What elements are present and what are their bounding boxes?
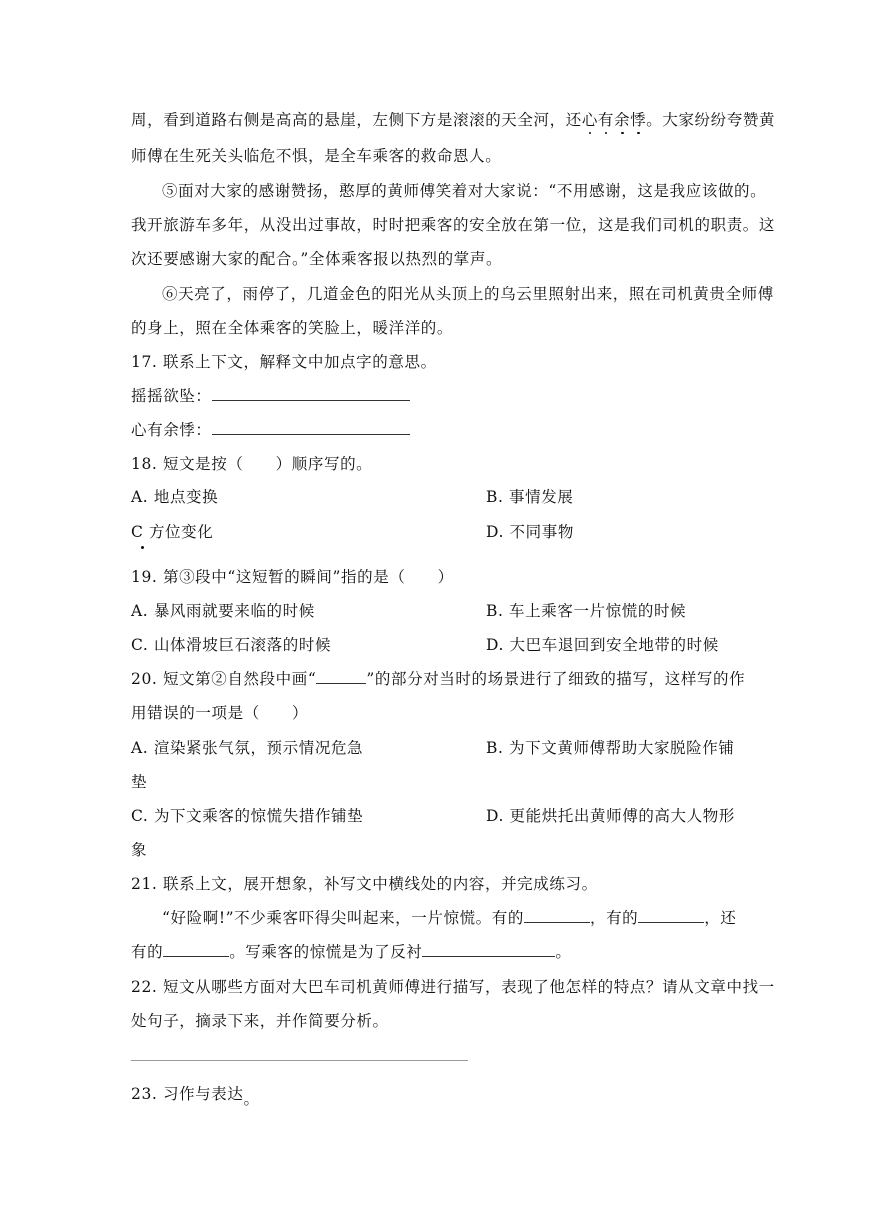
question-18-option-a[interactable]: A. 地点变换 [131,488,219,506]
paragraph-5-line-1: ⑤面对大家的感谢赞扬，憨厚的黄师傅笑着对大家说：“不用感谢，这是我应该做的。 [162,182,767,200]
question-20-stem: 20. 短文第②自然段中画“ ”的部分对当时的场景进行了细致的描写，这样写的作 [131,670,746,688]
question-21-line-2: 有的 。写乘客的惊慌是为了反衬 。 [131,943,572,961]
dotted-char: 余 [614,111,631,129]
dotted-char: 悸 [630,111,647,129]
question-17-stem: 17. 联系上下文，解释文中加点字的意思。 [131,353,437,371]
question-22-line-2: 处句子，摘录下来，并作简要分析。 [131,1012,389,1030]
question-22-line-1: 22. 短文从哪些方面对大巴车司机黄师傅进行描写，表现了他怎样的特点？请从文章中找一 [131,978,775,996]
question-17-item-1: 摇摇欲坠： [131,386,741,406]
answer-blank[interactable] [422,942,555,957]
question-19-option-d[interactable]: D. 大巴车退回到安全地带的时候 [486,636,719,654]
answer-line[interactable] [131,1060,468,1061]
answer-blank[interactable] [163,942,229,957]
question-18-option-c[interactable]: C 方位变化 [131,523,214,541]
paragraph-6-line-1: ⑥天亮了，雨停了，几道金色的阳光从头顶上的乌云里照射出来，照在司机黄贵全师傅 [162,285,774,303]
question-23-stem: 23. 习作与表达。 [131,1085,260,1108]
question-20-option-a[interactable]: A. 渲染紧张气氛，预示情况危急 [131,739,364,757]
underline-mark [316,669,366,684]
question-20-option-d-continued: 象 [131,841,148,859]
question-21-line-1: “好险啊!”不少乘客吓得尖叫起来，一片惊慌。有的 ，有的 ，还 [162,909,737,927]
question-19-option-b[interactable]: B. 车上乘客一片惊慌的时候 [486,602,687,620]
question-18-option-b[interactable]: B. 事情发展 [486,488,574,506]
paragraph-6-line-2: 的身上，照在全体乘客的笑脸上，暖洋洋的。 [131,319,454,337]
paragraph-4-line-2: 师傅在生死关头临危不惧，是全车乘客的救命恩人。 [131,147,502,165]
paragraph-5-line-2: 我开旅游车多年，从没出过事故，时时把乘客的安全放在第一位，这是我们司机的职责。这 [131,216,776,234]
question-20-option-b-continued: 垫 [131,773,148,791]
dotted-char: 心 [581,111,598,129]
question-21-stem: 21. 联系上文，展开想象，补写文中横线处的内容，并完成练习。 [131,875,598,893]
question-18-stem: 18. 短文是按（ ）顺序写的。 [131,455,373,473]
question-20-option-b[interactable]: B. 为下文黄师傅帮助大家脱险作铺 [486,739,735,757]
paragraph-4-line-1: 周，看到道路右侧是高高的悬崖，左侧下方是滚滚的天全河，还心有余悸。大家纷纷夸赞黄 [131,111,776,129]
answer-blank[interactable] [638,908,704,923]
question-20-option-c[interactable]: C. 为下文乘客的惊慌失措作铺垫 [131,807,364,825]
answer-blank[interactable] [212,420,410,435]
question-17-item-2: 心有余悸： [131,420,741,440]
question-19-option-c[interactable]: C. 山体滑坡巨石滚落的时候 [131,636,332,654]
question-19-stem: 19. 第③段中“这短暂的瞬间”指的是（ ） [131,568,454,586]
paragraph-5-line-3: 次还要感谢大家的配合。”全体乘客报以热烈的掌声。 [131,250,503,268]
dotted-char: 有 [597,111,615,129]
answer-blank[interactable] [524,908,590,923]
stray-dot [141,546,144,549]
question-20-option-d[interactable]: D. 更能烘托出黄师傅的高大人物形 [486,807,735,825]
question-20-stem-line-2: 用错误的一项是（ ） [131,704,309,722]
question-18-option-d[interactable]: D. 不同事物 [486,523,574,541]
answer-blank[interactable] [212,386,410,401]
question-19-option-a[interactable]: A. 暴风雨就要来临的时候 [131,602,315,620]
